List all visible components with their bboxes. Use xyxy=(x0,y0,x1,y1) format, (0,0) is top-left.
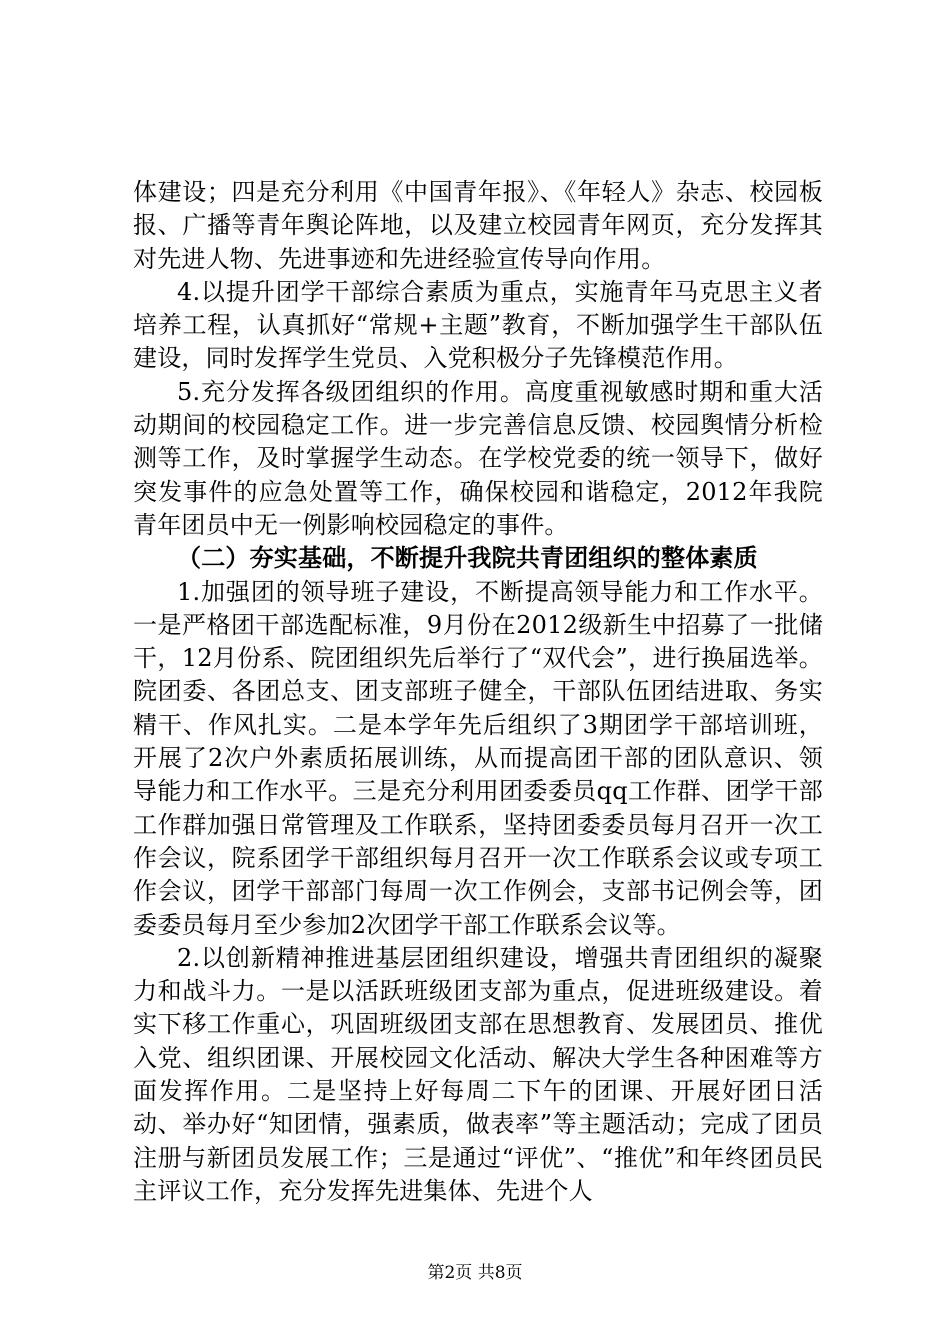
paragraph-item-2: 2.以创新精神推进基层团组织建设，增强共青团组织的凝聚力和战斗力。一是以活跃班级团支部为重点，促进班级建设。着实下移工作重心，巩固班级团支部在思想教育、发展团员、推优入党、组织团课、开展校园文化活动、解决大学生各种困难等方面发挥作用。二是坚持上好每周二下午的团课、开展好团日活动、举办好“知团情，强素质，做表率”等主题活动；完成了团员注册与新团员发展工作；三是通过“评优”、“推优”和年终团员民主评议工作，充分发挥先进集体、先进个人 xyxy=(133,943,823,1205)
paragraph-continuation: 体建设；四是充分利用《中国青年报》、《年轻人》杂志、校园板报、广播等青年舆论阵地，以及建立校园青年网页，充分发挥其对先进人物、先进事迹和先进经验宣传导向作用。 xyxy=(133,178,823,273)
section-heading: （二）夯实基础，不断提升我院共青团组织的整体素质 xyxy=(177,544,758,573)
paragraph-item-1: 1.加强团的领导班子建设，不断提高领导能力和工作水平。一是严格团干部选配标准，9月份在2012级新生中招募了一批储干，12月份系、院团组织先后举行了“双代会”，进行换届选举。院团委、各团总支、团支部班子健全，干部队伍团结进取、务实精干、作风扎实。二是本学年先后组织了3期团学干部培训班，开展了2次户外素质拓展训练，从而提高团干部的团队意识、领导能力和工作水平。三是充分利用团委委员qq工作群、团学干部工作群加强日常管理及工作联系，坚持团委委员每月召开一次工作会议，院系团学干部组织每月召开一次工作联系会议或专项工作会议，团学干部部门每周一次工作例会，支部书记例会等，团委委员每月至少参加2次团学干部工作联系会议等。 xyxy=(133,577,823,939)
document-body xyxy=(133,176,823,1208)
paragraph-item-4: 4.以提升团学干部综合素质为重点，实施青年马克思主义者培养工程，认真抓好“常规+主题”教育，不断加强学生干部队伍建设，同时发挥学生党员、入党积极分子先锋模范作用。 xyxy=(133,277,823,373)
page-footer: 第2页 共8页 xyxy=(427,1263,523,1283)
paragraph-item-5: 5.充分发挥各级团组织的作用。高度重视敏感时期和重大活动期间的校园稳定工作。进一步完善信息反馈、校园舆情分析检测等工作，及时掌握学生动态。在学校党委的统一领导下，做好突发事件的应急处置等工作，确保校园和谐稳定，2012年我院青年团员中无一例影响校园稳定的事件。 xyxy=(133,377,823,539)
